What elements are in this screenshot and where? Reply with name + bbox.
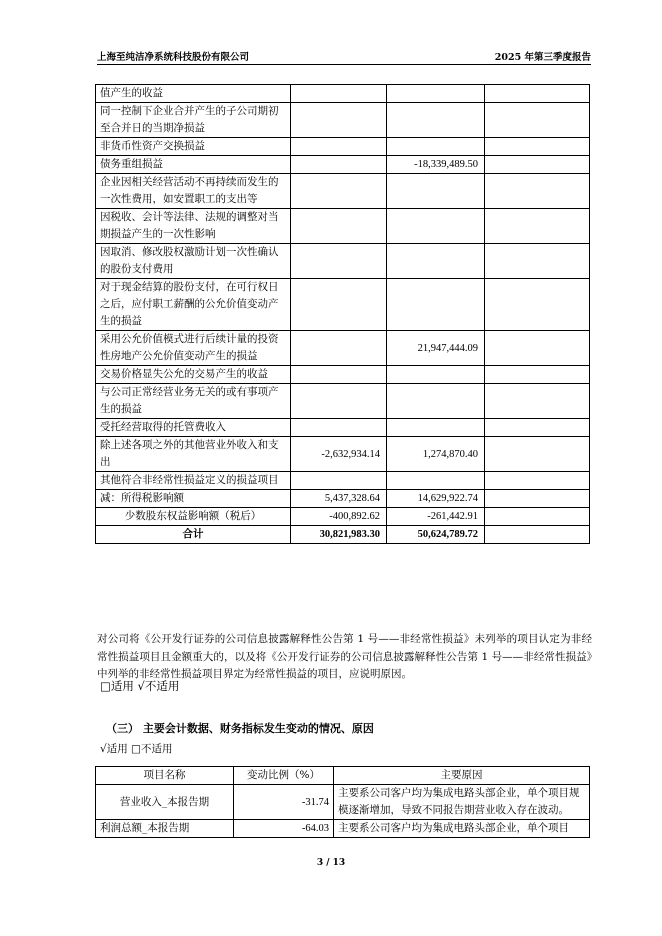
value-cell	[485, 244, 590, 279]
item-cell: 非货币性资产交换损益	[96, 138, 291, 156]
value-cell	[485, 490, 590, 508]
table-row	[96, 331, 590, 366]
value-cell	[485, 437, 590, 472]
item-cell: 交易价格显失公允的交易产生的收益	[96, 366, 291, 384]
table-row	[96, 508, 590, 526]
non-recurring-items-table	[95, 84, 590, 544]
item-cell: 对于现金结算的股份支付，在可行权日之后，应付职工薪酬的公允价值变动产生的损益	[96, 279, 291, 331]
value-cell	[291, 366, 387, 384]
value-cell	[485, 472, 590, 490]
value-cell: 50,624,789.72	[387, 526, 485, 544]
value-cell	[485, 156, 590, 174]
value-cell: 1,274,870.40	[387, 437, 485, 472]
table-row	[96, 820, 590, 838]
value-cell	[387, 419, 485, 437]
company-name: 上海至纯洁净系统科技股份有限公司	[97, 52, 250, 63]
table-row	[96, 244, 590, 279]
value-cell	[387, 244, 485, 279]
value-cell	[387, 138, 485, 156]
value-cell	[485, 366, 590, 384]
value-cell	[291, 384, 387, 419]
table-row	[96, 103, 590, 138]
value-cell	[485, 279, 590, 331]
item-name-cell: 利润总额_本报告期	[96, 820, 234, 838]
value-cell: 5,437,328.64	[291, 490, 387, 508]
section-heading: （三） 主要会计数据、财务指标发生变动的情况、原因	[106, 722, 374, 735]
ratio-cell: -31.74	[234, 785, 334, 820]
value-cell	[387, 209, 485, 244]
value-cell: 14,629,922.74	[387, 490, 485, 508]
value-cell: -18,339,489.50	[387, 156, 485, 174]
value-cell	[291, 103, 387, 138]
value-cell: -2,632,934.14	[291, 437, 387, 472]
item-cell: 同一控制下企业合并产生的子公司期初至合并日的当期净损益	[96, 103, 291, 138]
item-cell: 与公司正常经营业务无关的或有事项产生的损益	[96, 384, 291, 419]
value-cell	[387, 103, 485, 138]
total-row	[96, 526, 590, 544]
section-applicable-line: √适用 □不适用	[100, 743, 173, 755]
table-row	[96, 366, 590, 384]
item-cell: 因取消、修改股权激励计划一次性确认的股份支付费用	[96, 244, 291, 279]
value-cell: -400,892.62	[291, 508, 387, 526]
item-cell: 其他符合非经常性损益定义的损益项目	[96, 472, 291, 490]
table-row	[96, 156, 590, 174]
value-cell	[387, 472, 485, 490]
value-cell	[291, 174, 387, 209]
value-cell	[291, 156, 387, 174]
value-cell	[291, 419, 387, 437]
table-row	[96, 419, 590, 437]
value-cell	[291, 244, 387, 279]
value-cell	[485, 103, 590, 138]
value-cell	[485, 209, 590, 244]
page-header	[97, 47, 591, 65]
column-header: 项目名称	[96, 767, 234, 785]
item-name-cell: 营业收入_本报告期	[96, 785, 234, 820]
value-cell	[291, 472, 387, 490]
value-cell	[387, 85, 485, 103]
value-cell	[387, 366, 485, 384]
item-cell: 减：所得税影响额	[96, 490, 291, 508]
table-row	[96, 279, 590, 331]
value-cell	[485, 174, 590, 209]
table-row	[96, 785, 590, 820]
value-cell	[291, 85, 387, 103]
total-label: 合计	[96, 526, 291, 544]
table-row	[96, 437, 590, 472]
table-row	[96, 490, 590, 508]
item-cell: 除上述各项之外的其他营业外收入和支出	[96, 437, 291, 472]
table-row	[96, 209, 590, 244]
change-reasons-table	[95, 766, 590, 838]
value-cell: -261,442.91	[387, 508, 485, 526]
header-divider	[97, 64, 591, 65]
value-cell	[485, 331, 590, 366]
value-cell	[291, 279, 387, 331]
value-cell	[485, 138, 590, 156]
value-cell	[485, 419, 590, 437]
item-cell: 少数股东权益影响额（税后）	[96, 508, 291, 526]
table-row	[96, 384, 590, 419]
table-row	[96, 138, 590, 156]
value-cell	[291, 209, 387, 244]
value-cell	[485, 384, 590, 419]
table-header-row	[96, 767, 590, 785]
value-cell: 21,947,444.09	[387, 331, 485, 366]
table-row	[96, 85, 590, 103]
column-header: 主要原因	[334, 767, 590, 785]
item-cell: 企业因相关经营活动不再持续而发生的一次性费用，如安置职工的支出等	[96, 174, 291, 209]
column-header: 变动比例（%）	[234, 767, 334, 785]
ratio-cell: -64.03	[234, 820, 334, 838]
reason-cell: 主要系公司客户均为集成电路头部企业，单个项目规模逐渐增加，导致不同报告期营业收入存在波动。	[334, 785, 590, 820]
value-cell	[485, 526, 590, 544]
value-cell: 30,821,983.30	[291, 526, 387, 544]
value-cell	[485, 508, 590, 526]
value-cell	[485, 85, 590, 103]
item-cell: 债务重组损益	[96, 156, 291, 174]
item-cell: 因税收、会计等法律、法规的调整对当期损益产生的一次性影响	[96, 209, 291, 244]
value-cell	[291, 138, 387, 156]
report-title: 2025 年第三季度报告	[494, 52, 591, 63]
table-row	[96, 472, 590, 490]
value-cell	[387, 279, 485, 331]
value-cell	[387, 384, 485, 419]
item-cell: 采用公允价值模式进行后续计量的投资性房地产公允价值变动产生的损益	[96, 331, 291, 366]
item-cell: 受托经营取得的托管费收入	[96, 419, 291, 437]
explanation-paragraph: 对公司将《公开发行证券的公司信息披露解释性公告第 1 号——非经常性损益》未列举的项目认定为非经常性损益项目且金额重大的，以及将《公开发行证券的公司信息披露解释性公告第 1 号——非经常性损益》中列举的非经常性损益项目界定为经常性损益的项目，应说明原因。	[97, 633, 592, 680]
table-row	[96, 174, 590, 209]
value-cell	[291, 331, 387, 366]
value-cell	[387, 174, 485, 209]
applicable-checkbox-line: □适用 √不适用	[100, 679, 180, 693]
reason-cell: 主要系公司客户均为集成电路头部企业，单个项目	[334, 820, 590, 838]
page-number: 3 / 13	[316, 858, 346, 868]
item-cell: 值产生的收益	[96, 85, 291, 103]
